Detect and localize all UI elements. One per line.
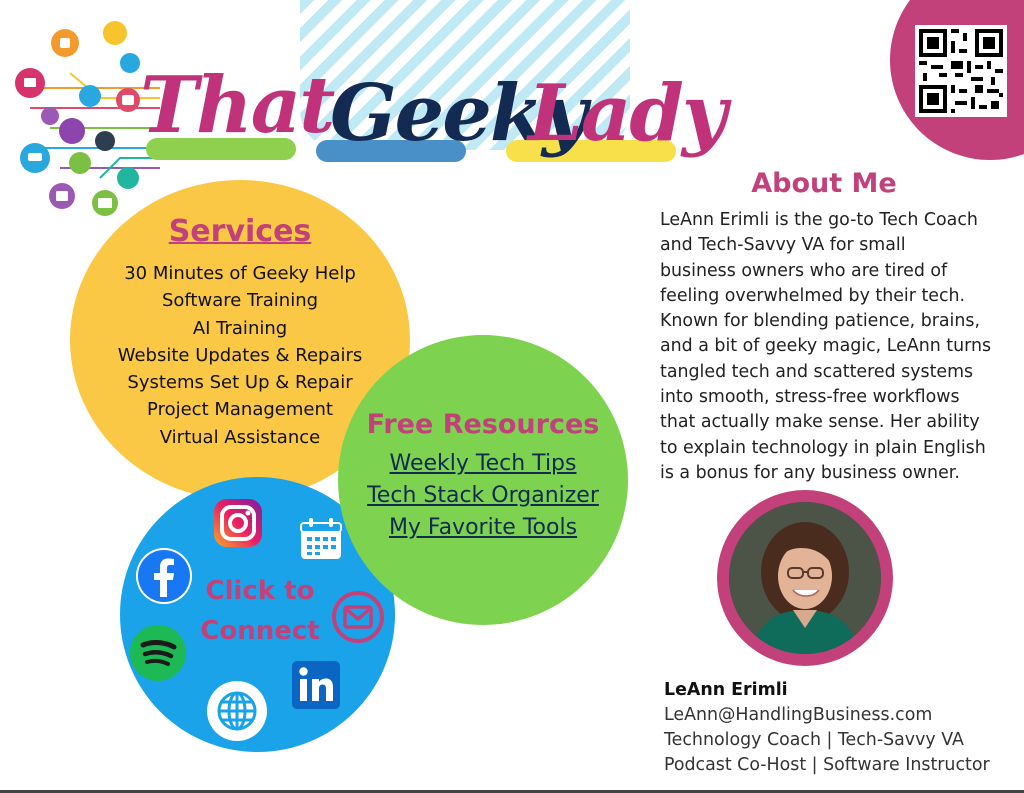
qr-code[interactable]: [915, 25, 1007, 117]
globe-icon[interactable]: [205, 679, 269, 743]
service-item: Project Management: [147, 399, 333, 421]
linkedin-icon[interactable]: [288, 657, 344, 713]
about-line: into smooth, stress-free workflows: [660, 387, 960, 408]
about-line: to explain technology in plain English: [660, 437, 986, 458]
about-line: LeAnn Erimli is the go-to Tech Coach: [660, 210, 978, 230]
click-to-connect-label[interactable]: [180, 571, 340, 651]
contact-block: [664, 678, 1014, 778]
link-my-favorite-tools[interactable]: My Favorite Tools: [388, 515, 578, 540]
link-weekly-tech-tips[interactable]: Weekly Tech Tips: [389, 451, 577, 476]
title-word-lady: Lady: [528, 68, 726, 159]
about-line: tangled tech and scattered systems: [660, 361, 974, 382]
about-line: Known for blending patience, brains,: [660, 311, 981, 332]
brand-title: [140, 40, 726, 190]
spotify-icon[interactable]: [128, 623, 188, 683]
portrait-photo: [729, 502, 881, 654]
cta-line-1: Click to: [205, 576, 315, 606]
service-item: Virtual Assistance: [159, 426, 321, 448]
service-item: Software Training: [161, 290, 319, 312]
about-line: feeling overwhelmed by their tech.: [660, 285, 966, 306]
contact-roles-line-1: Technology Coach | Tech-Savvy VA: [664, 730, 964, 750]
service-item: Website Updates & Repairs: [117, 344, 363, 366]
cta-line-2: Connect: [200, 616, 320, 646]
service-item: Systems Set Up & Repair: [127, 372, 353, 394]
title-word-that: That: [140, 60, 334, 151]
about-line: is a bonus for any business owner.: [660, 462, 960, 483]
title-word-geeky: Geeky: [330, 68, 586, 159]
contact-email[interactable]: LeAnn@HandlingBusiness.com: [664, 705, 933, 725]
link-tech-stack-organizer[interactable]: Tech Stack Organizer: [367, 483, 599, 508]
contact-name: LeAnn Erimli: [664, 680, 788, 700]
service-item: 30 Minutes of Geeky Help: [124, 263, 356, 284]
instagram-icon[interactable]: [210, 495, 266, 551]
free-resources-heading: Free Resources: [366, 409, 600, 440]
service-item: AI Training: [192, 317, 288, 339]
free-resources-circle: [338, 335, 628, 625]
services-heading: Services: [168, 214, 312, 249]
about-line: business owners who are tired of: [660, 260, 948, 281]
about-line: and a bit of geeky magic, LeAnn turns: [660, 336, 992, 357]
about-line: that actually make sense. Her ability: [660, 412, 980, 433]
about-line: and Tech-Savvy VA for small: [660, 235, 906, 256]
about-heading: About Me: [751, 168, 897, 199]
about-body: [660, 208, 1010, 486]
email-icon[interactable]: [330, 589, 386, 645]
contact-roles-line-2: Podcast Co-Host | Software Instructor: [664, 755, 990, 775]
